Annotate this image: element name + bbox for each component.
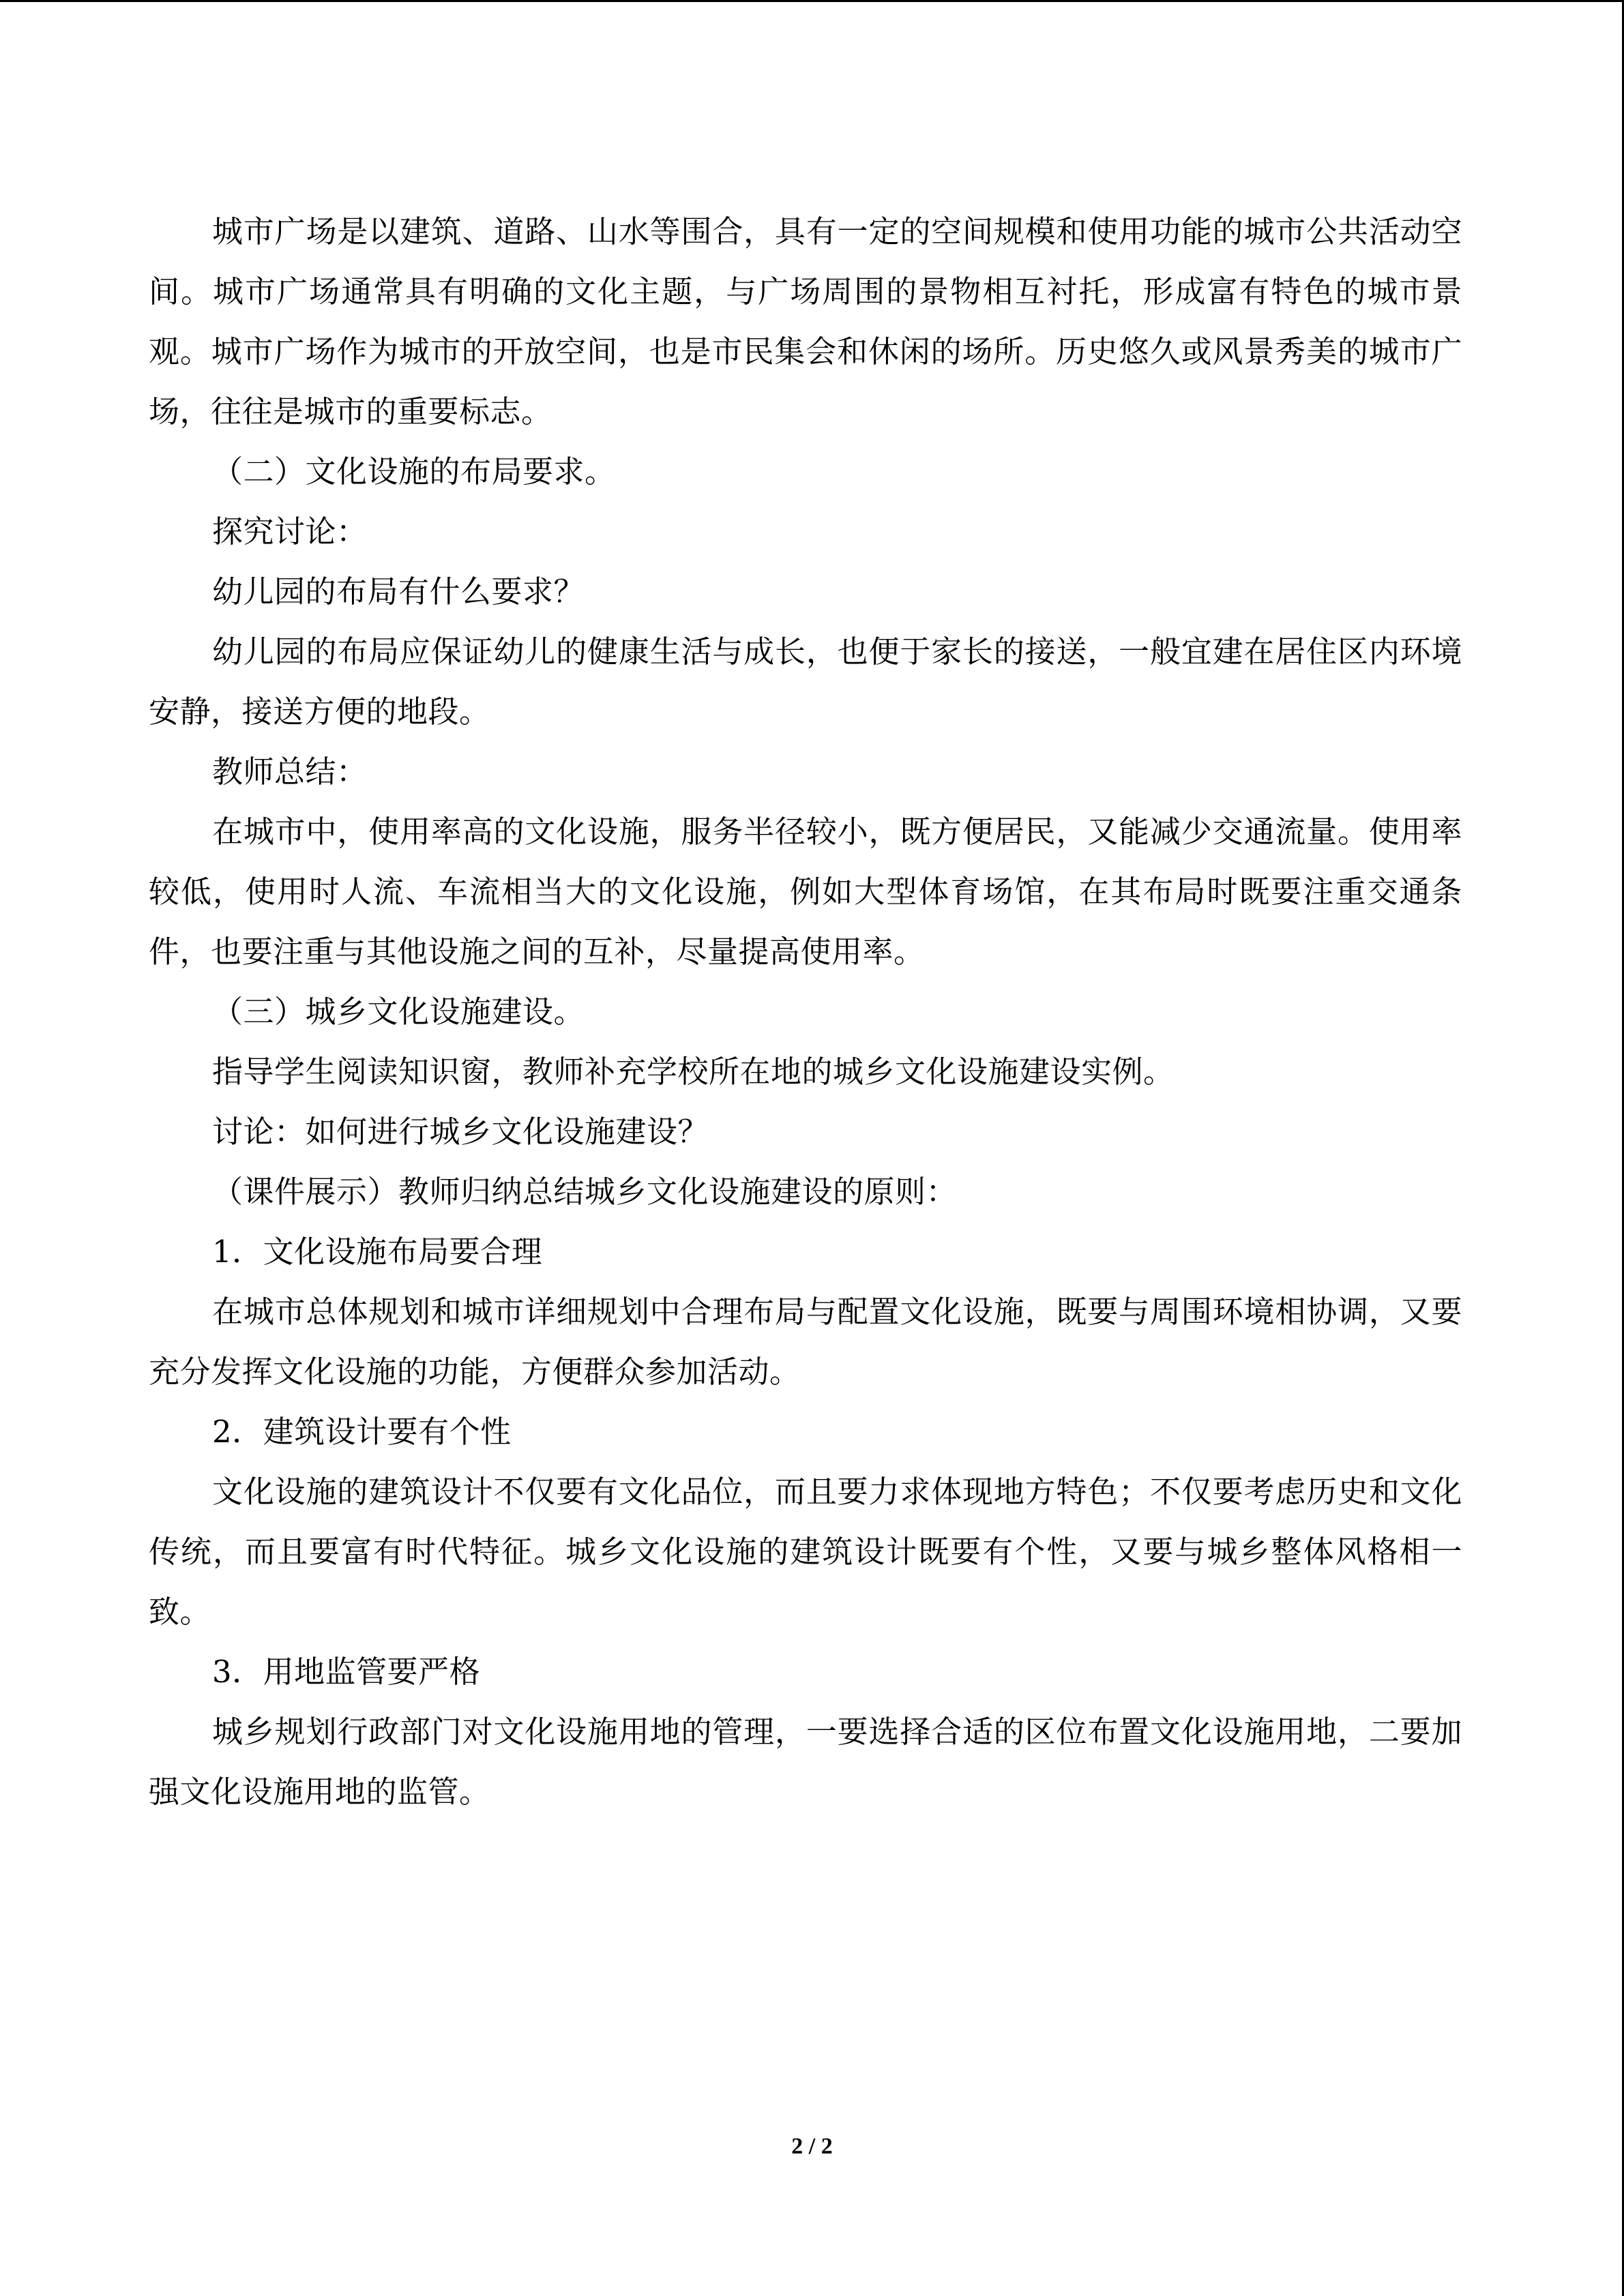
paragraph-kindergarten-answer: 幼儿园的布局应保证幼儿的健康生活与成长，也便于家长的接送，一般宜建在居住区内环境安静，接送方便的地段。 (149, 633, 1462, 730)
paragraph-teacher-summary: 在城市中，使用率高的文化设施，服务半径较小，既方便居民，又能减少交通流量。使用率较低，使用时人流、车流相当大的文化设施，例如大型体育场馆，在其布局时既要注重交通条件，也要注重与其他设施之间的互补，尽量提高使用率。 (149, 814, 1462, 970)
principle-1-heading: 1．文化设施布局要合理 (212, 1234, 543, 1270)
principle-3-heading: 3．用地监管要严格 (212, 1654, 481, 1690)
paragraph-discussion-label: 探究讨论： (212, 513, 368, 550)
paragraph-teacher-summary-label: 教师总结： (212, 754, 368, 790)
paragraph-principles-intro: （课件展示）教师归纳总结城乡文化设施建设的原则： (212, 1174, 958, 1210)
section-heading-facility-construction: （三）城乡文化设施建设。 (212, 994, 585, 1030)
principle-2-body: 文化设施的建筑设计不仅要有文化品位，而且要力求体现地方特色；不仅要考虑历史和文化传统，而且要富有时代特征。城乡文化设施的建筑设计既要有个性，又要与城乡整体风格相一致。 (149, 1474, 1462, 1630)
document-body (149, 202, 1462, 1822)
paragraph-discussion-question: 讨论：如何进行城乡文化设施建设？ (212, 1114, 709, 1150)
paragraph-reading-guide: 指导学生阅读知识窗，教师补充学校所在地的城乡文化设施建设实例。 (212, 1054, 1175, 1090)
page-number: 2 / 2 (791, 2134, 833, 2159)
paragraph-kindergarten-question: 幼儿园的布局有什么要求？ (212, 573, 585, 610)
section-heading-layout-requirements: （二）文化设施的布局要求。 (212, 453, 616, 490)
principle-1-body: 在城市总体规划和城市详细规划中合理布局与配置文化设施，既要与周围环境相协调，又要充分发挥文化设施的功能，方便群众参加活动。 (149, 1294, 1462, 1390)
paragraph-city-square: 城市广场是以建筑、道路、山水等围合，具有一定的空间规模和使用功能的城市公共活动空间。城市广场通常具有明确的文化主题，与广场周围的景物相互衬托，形成富有特色的城市景观。城市广场作为城市的开放空间，也是市民集会和休闲的场所。历史悠久或风景秀美的城市广场，往往是城市的重要标志。 (149, 213, 1462, 430)
principle-3-body: 城乡规划行政部门对文化设施用地的管理，一要选择合适的区位布置文化设施用地，二要加强文化设施用地的监管。 (149, 1714, 1462, 1810)
principle-2-heading: 2．建筑设计要有个性 (212, 1414, 512, 1450)
